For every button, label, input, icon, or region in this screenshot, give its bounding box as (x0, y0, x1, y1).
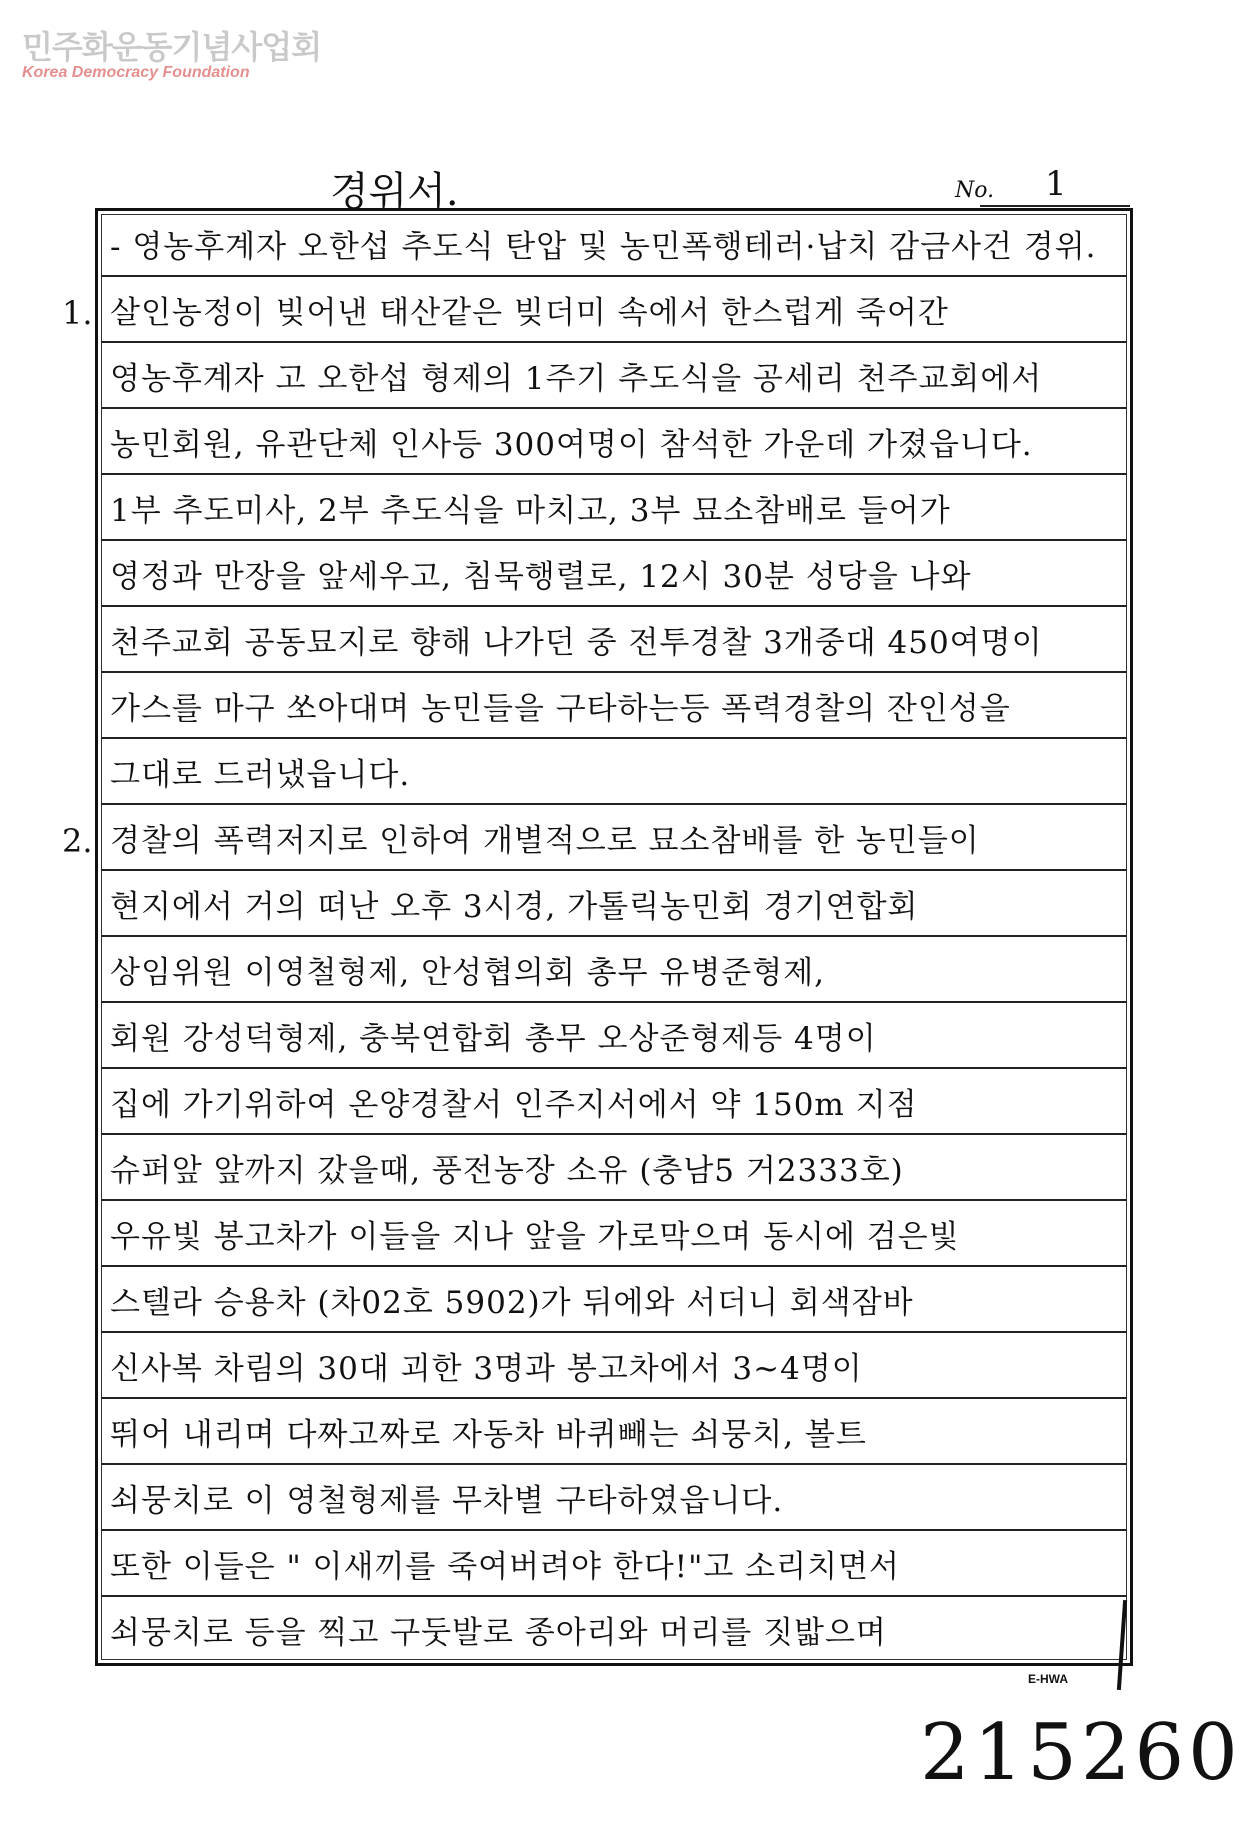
handwritten-line: 영정과 만장을 앞세우고, 침묵행렬로, 12시 30분 성당을 나와 (110, 559, 972, 595)
handwritten-line: 살인농정이 빚어낸 태산같은 빚더미 속에서 한스럽게 죽어간 (110, 295, 949, 331)
handwritten-line: 또한 이들은 " 이새끼를 죽여버려야 한다!"고 소리치면서 (110, 1549, 900, 1585)
handwritten-line: 스텔라 승용차 (차02호 5902)가 뒤에와 서더니 회색잠바 (110, 1285, 914, 1321)
paragraph-number: 1. (62, 294, 93, 332)
handwritten-line: 가스를 마구 쏘아대며 농민들을 구타하는등 폭력경찰의 잔인성을 (110, 691, 1011, 727)
number-underline (980, 205, 1130, 207)
handwritten-line: 회원 강성덕형제, 충북연합회 총무 오상준형제등 4명이 (110, 1021, 877, 1057)
handwritten-line: 뛰어 내리며 다짜고짜로 자동차 바퀴빼는 쇠뭉치, 볼트 (110, 1417, 867, 1453)
handwritten-line: 쇠뭉치로 이 영철형제를 무차별 구타하였읍니다. (110, 1483, 784, 1519)
handwritten-line: - 영농후계자 오한섭 추도식 탄압 및 농민폭행테러·납치 감금사건 경위. (110, 229, 1097, 265)
handwritten-line: 그대로 드러냈읍니다. (110, 757, 411, 793)
number-value: 1 (1045, 164, 1067, 204)
handwritten-line: 상임위원 이영철형제, 안성협의회 총무 유병준형제, (110, 955, 825, 991)
page-code: 215260 (920, 1708, 1242, 1798)
handwritten-line: 쇠뭉치로 등을 찍고 구둣발로 종아리와 머리를 짓밟으며 (110, 1615, 887, 1651)
watermark-org-english: Korea Democracy Foundation (22, 64, 250, 81)
handwritten-line: 경찰의 폭력저지로 인하여 개별적으로 묘소참배를 한 농민들이 (110, 823, 980, 859)
handwritten-line: 우유빛 봉고차가 이들을 지나 앞을 가로막으며 동시에 검은빛 (110, 1219, 960, 1255)
footer-mark: E-HWA (1028, 1672, 1068, 1686)
handwritten-line: 집에 가기위하여 온양경찰서 인주지서에서 약 150m 지점 (110, 1087, 918, 1123)
watermark-org-korean: 민주화운동기념사업회 (22, 28, 322, 66)
handwritten-line: 영농후계자 고 오한섭 형제의 1주기 추도식을 공세리 천주교회에서 (110, 361, 1043, 397)
number-label: No. (955, 178, 995, 203)
document-title: 경위서. (330, 169, 459, 215)
handwritten-line: 슈퍼앞 앞까지 갔을때, 풍전농장 소유 (충남5 거2333호) (110, 1153, 904, 1189)
handwritten-line: 1부 추도미사, 2부 추도식을 마치고, 3부 묘소참배로 들어가 (110, 493, 951, 529)
paragraph-number: 2. (62, 822, 93, 860)
handwritten-line: 농민회원, 유관단체 인사등 300여명이 참석한 가운데 가졌읍니다. (110, 427, 1033, 463)
handwritten-line: 현지에서 거의 떠난 오후 3시경, 가톨릭농민회 경기연합회 (110, 889, 919, 925)
handwritten-line: 신사복 차림의 30대 괴한 3명과 봉고차에서 3~4명이 (110, 1351, 863, 1387)
handwritten-line: 천주교회 공동묘지로 향해 나가던 중 전투경찰 3개중대 450여명이 (110, 625, 1043, 661)
